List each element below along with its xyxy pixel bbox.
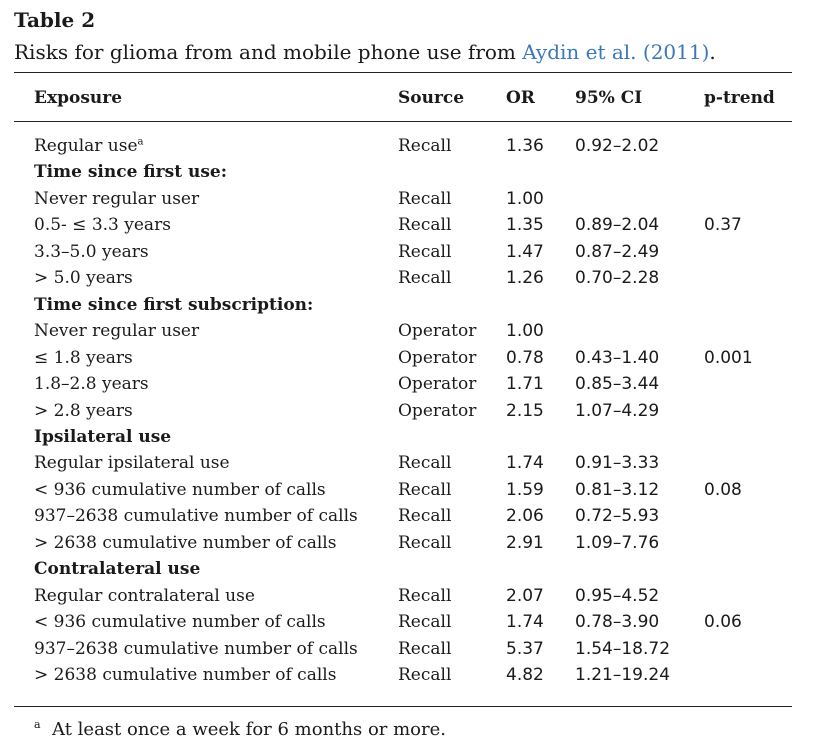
cell-exposure: 0.5- ≤ 3.3 years — [34, 215, 171, 236]
table-row — [0, 242, 817, 268]
cell-exposure: Never regular user — [34, 188, 200, 209]
cell-exposure: Regular ipsilateral use — [34, 453, 230, 474]
table-row — [0, 665, 817, 691]
cell-exposure: > 5.0 years — [34, 268, 133, 289]
cell-source: Recall — [398, 136, 452, 156]
top-rule — [14, 72, 792, 73]
group-heading: Time since first use: — [34, 162, 227, 183]
table-label: Table 2 — [14, 8, 96, 32]
cell-source: Operator — [398, 321, 477, 342]
group-heading: Ipsilateral use — [34, 426, 172, 447]
cell-source: Recall — [398, 585, 452, 606]
cell-ptrend: 0.08 — [704, 479, 742, 500]
cell-source: Recall — [398, 188, 452, 209]
cell-exposure: < 936 cumulative number of calls — [34, 612, 326, 633]
cell-or: 1.59 — [506, 479, 544, 500]
cell-ci: 0.43–1.40 — [575, 347, 660, 368]
cell-or: 2.07 — [506, 585, 544, 606]
table-row — [0, 348, 817, 374]
bottom-rule — [14, 706, 792, 707]
cell-or: 2.15 — [506, 400, 544, 421]
cell-or: 1.74 — [506, 453, 544, 474]
cell-ci: 0.91–3.33 — [575, 453, 660, 474]
cell-exposure: Regular contralateral use — [34, 585, 255, 606]
cell-or: 1.74 — [506, 612, 544, 633]
group-row — [0, 162, 817, 188]
cell-source: Recall — [398, 268, 452, 289]
cell-exposure: ≤ 1.8 years — [34, 347, 133, 368]
cell-ci: 0.78–3.90 — [575, 612, 660, 633]
footnote-ref[interactable]: a — [137, 136, 144, 148]
header-exposure: Exposure — [34, 88, 123, 108]
cell-or: 2.91 — [506, 532, 544, 553]
cell-source: Recall — [398, 612, 452, 633]
cell-or: 2.06 — [506, 506, 544, 527]
cell-or: 4.82 — [506, 665, 544, 685]
group-heading: Contralateral use — [34, 559, 201, 580]
cell-exposure: Never regular user — [34, 321, 200, 342]
table-row — [0, 533, 817, 559]
cell-or: 0.78 — [506, 347, 544, 368]
cell-source: Operator — [398, 347, 477, 368]
cell-ci: 1.09–7.76 — [575, 532, 660, 553]
cell-ci: 1.21–19.24 — [575, 665, 671, 685]
cell-source: Operator — [398, 374, 477, 395]
cell-ci: 0.72–5.93 — [575, 506, 660, 527]
cell-ci: 0.89–2.04 — [575, 215, 660, 236]
cell-exposure: 1.8–2.8 years — [34, 374, 149, 395]
table-row — [0, 480, 817, 506]
cell-exposure: < 936 cumulative number of calls — [34, 479, 326, 500]
cell-or: 1.00 — [506, 188, 544, 209]
cell-exposure: Regular use$^a$ — [34, 136, 144, 156]
table-row — [0, 639, 817, 665]
cell-exposure: 937–2638 cumulative number of calls — [34, 506, 358, 527]
table-caption — [14, 40, 716, 64]
cell-or: 1.26 — [506, 268, 544, 289]
table-row — [0, 215, 817, 241]
footnote-mark: a — [34, 718, 41, 731]
cell-source: Recall — [398, 638, 452, 659]
table-row — [0, 453, 817, 479]
cell-source: Recall — [398, 215, 452, 236]
table-row — [0, 401, 817, 427]
group-row — [0, 427, 817, 453]
cell-ptrend: 0.001 — [704, 347, 753, 368]
cell-ci: 0.95–4.52 — [575, 585, 660, 606]
cell-source: Recall — [398, 241, 452, 262]
cell-source: Recall — [398, 506, 452, 527]
caption-end: . — [709, 40, 716, 64]
group-row — [0, 295, 817, 321]
cell-ptrend: 0.06 — [704, 612, 742, 633]
table-row — [0, 189, 817, 215]
cell-ci: 0.81–3.12 — [575, 479, 660, 500]
table-row — [0, 612, 817, 638]
cell-exposure: > 2638 cumulative number of calls — [34, 665, 337, 685]
table-row — [0, 136, 817, 162]
caption-text: Risks for glioma from and mobile phone use from — [14, 40, 523, 64]
cell-or: 1.71 — [506, 374, 544, 395]
footnote-text: At least once a week for 6 months or more. — [52, 719, 446, 740]
table-row — [0, 268, 817, 294]
header-rule — [14, 121, 792, 122]
cell-source: Recall — [398, 453, 452, 474]
group-heading: Time since first subscription: — [34, 294, 314, 315]
group-row — [0, 559, 817, 585]
cell-exposure: 937–2638 cumulative number of calls — [34, 638, 358, 659]
cell-or: 1.35 — [506, 215, 544, 236]
cell-ci: 0.87–2.49 — [575, 241, 660, 262]
cell-or: 5.37 — [506, 638, 544, 659]
header-ptrend: p-trend — [704, 88, 775, 108]
footnote — [34, 719, 446, 740]
cell-source: Recall — [398, 532, 452, 553]
header-source: Source — [398, 88, 465, 108]
table-row — [0, 586, 817, 612]
cell-ci: 0.70–2.28 — [575, 268, 660, 289]
header-ci: 95% CI — [575, 88, 643, 108]
cell-ci: 1.07–4.29 — [575, 400, 660, 421]
table-row — [0, 374, 817, 400]
header-or: OR — [506, 88, 535, 108]
cell-exposure: > 2.8 years — [34, 400, 133, 421]
cell-ci: 0.85–3.44 — [575, 374, 660, 395]
cell-source: Operator — [398, 400, 477, 421]
cell-or: 1.47 — [506, 241, 544, 262]
cell-exposure: > 2638 cumulative number of calls — [34, 532, 337, 553]
table-row — [0, 321, 817, 347]
cell-source: Recall — [398, 479, 452, 500]
cell-source: Recall — [398, 665, 452, 685]
cell-or: 1.00 — [506, 321, 544, 342]
cell-ptrend: 0.37 — [704, 215, 742, 236]
cell-ci: 1.54–18.72 — [575, 638, 671, 659]
cell-or: 1.36 — [506, 136, 544, 156]
cell-exposure: 3.3–5.0 years — [34, 241, 149, 262]
table-row — [0, 506, 817, 532]
cell-ci: 0.92–2.02 — [575, 136, 660, 156]
citation-link[interactable]: Aydin et al. (2011) — [522, 40, 710, 64]
